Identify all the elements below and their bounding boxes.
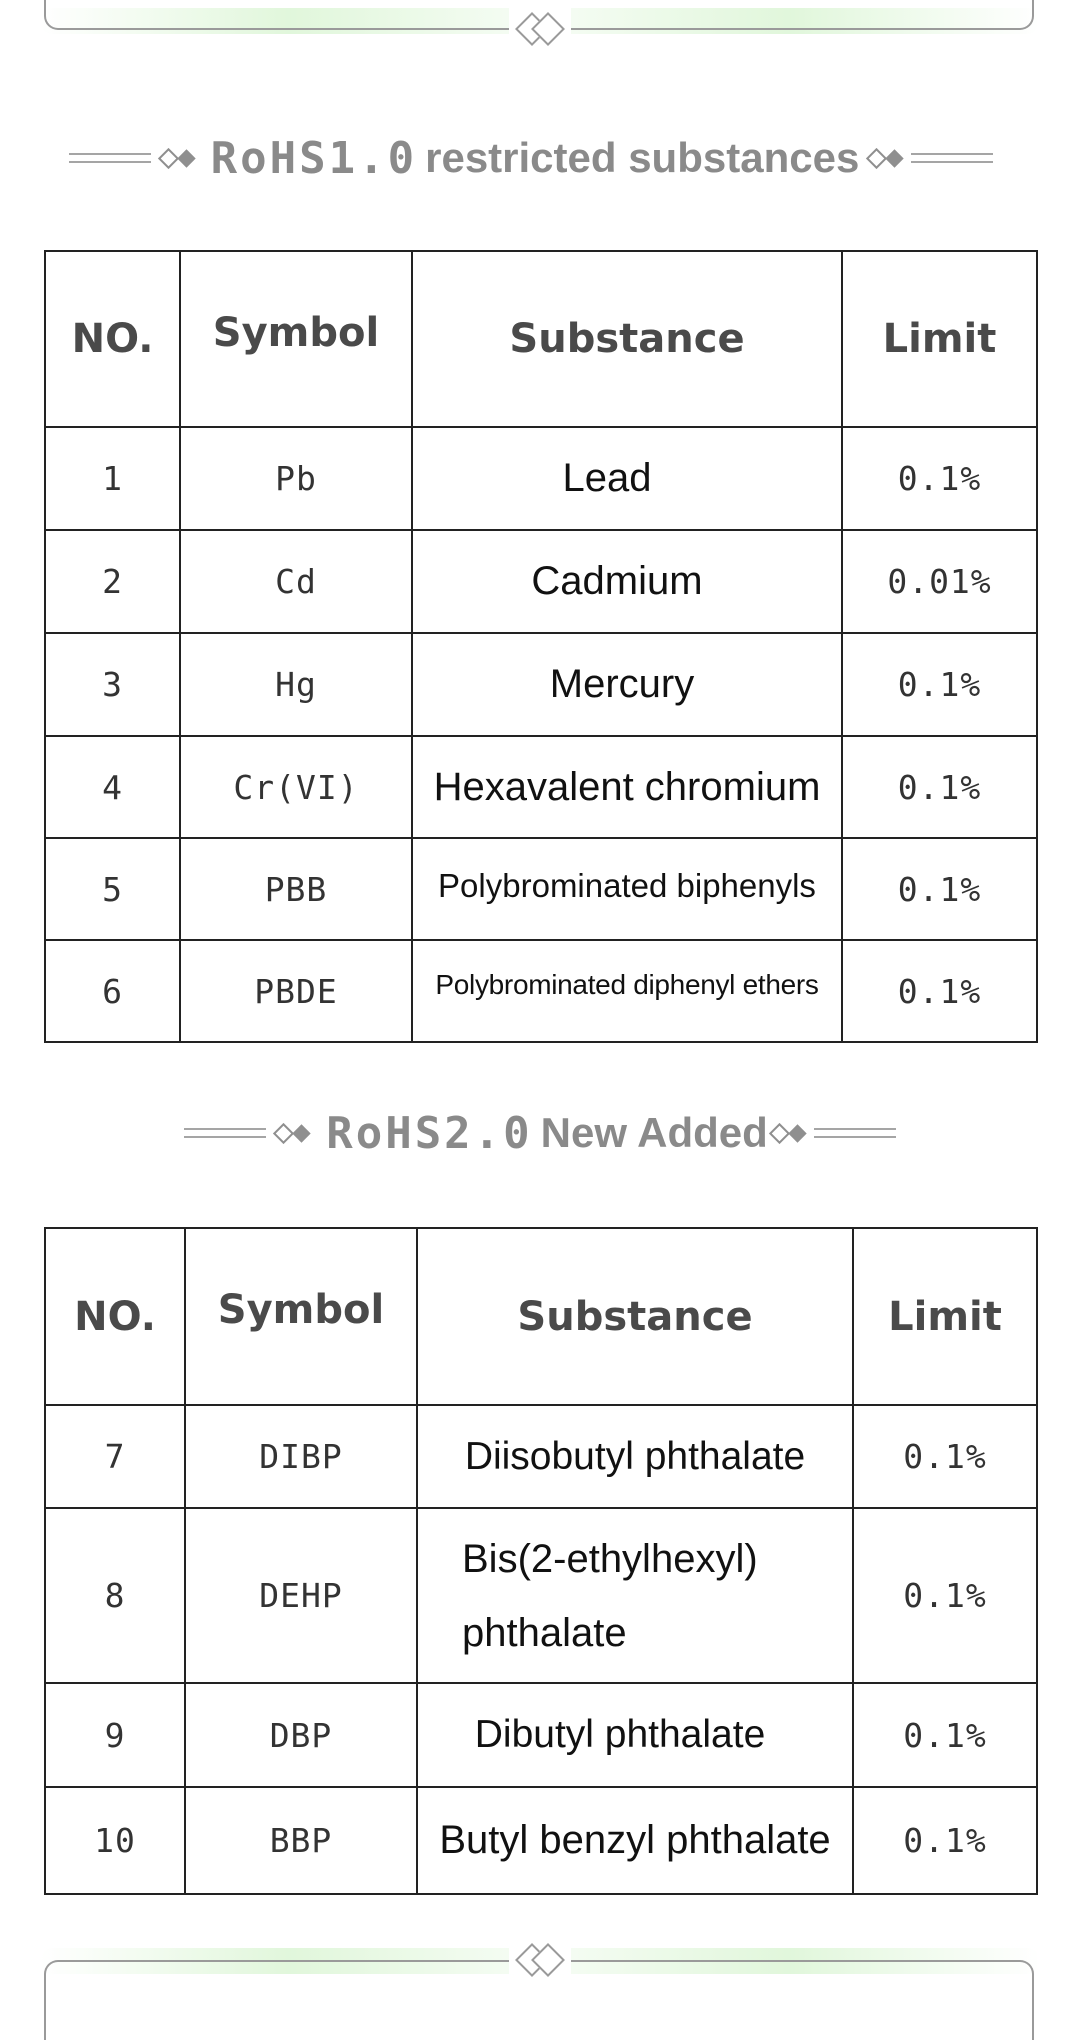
cell-limit: 0.1%: [842, 940, 1037, 1042]
cell-substance: Butyl benzyl phthalate: [417, 1787, 853, 1894]
cell-limit: 0.1%: [853, 1683, 1037, 1787]
diamond-divider-icon: [509, 8, 571, 48]
cell-no: 10: [45, 1787, 185, 1894]
table-row: [45, 1787, 1037, 1894]
table-row: [45, 427, 1037, 530]
cell-no: 1: [45, 427, 180, 530]
cell-no: 5: [45, 838, 180, 940]
cell-symbol: BBP: [185, 1787, 417, 1894]
diamond-ornament-icon: [276, 1126, 308, 1141]
table-row: [45, 1683, 1037, 1787]
cell-symbol: PBDE: [180, 940, 412, 1042]
cell-symbol: Pb: [180, 427, 412, 530]
table-header-row: [45, 1228, 1037, 1405]
cell-symbol: Cd: [180, 530, 412, 633]
cell-limit: 0.1%: [853, 1508, 1037, 1683]
cell-limit: 0.1%: [853, 1787, 1037, 1894]
cell-no: 6: [45, 940, 180, 1042]
heading-prefix: RoHS2.0: [326, 1107, 533, 1159]
cell-symbol: DEHP: [185, 1508, 417, 1683]
table-row: [45, 633, 1037, 736]
cell-no: 8: [45, 1508, 185, 1683]
cell-substance: Lead: [412, 427, 842, 530]
cell-limit: 0.1%: [842, 736, 1037, 838]
cell-no: 3: [45, 633, 180, 736]
cell-substance: Cadmium: [412, 530, 842, 633]
table-row: [45, 736, 1037, 838]
table-row: [45, 1405, 1037, 1508]
cell-no: 7: [45, 1405, 185, 1508]
cell-substance-line: Bis(2-ethylhexyl): [462, 1536, 758, 1581]
cell-symbol: Cr(VI): [180, 736, 412, 838]
heading-title: restricted substances: [425, 134, 860, 181]
cell-limit: 0.1%: [842, 633, 1037, 736]
heading-rule-left: [184, 1128, 266, 1138]
rohs2-table: [44, 1227, 1038, 1895]
cell-substance: Polybrominated biphenyls: [412, 838, 842, 940]
diamond-ornament-icon: [161, 151, 193, 166]
heading-rule-right: [911, 153, 993, 163]
heading-title: New Added: [540, 1109, 768, 1156]
cell-substance: Polybrominated diphenyl ethers: [412, 940, 842, 1042]
header-no: NO.: [45, 1228, 185, 1405]
cell-symbol: Hg: [180, 633, 412, 736]
cell-substance-line: phthalate: [462, 1610, 627, 1655]
cell-limit: 0.1%: [853, 1405, 1037, 1508]
table-row: [45, 838, 1037, 940]
table-row: [45, 1508, 1037, 1683]
cell-symbol: DIBP: [185, 1405, 417, 1508]
table-row: [45, 940, 1037, 1042]
diamond-ornament-icon: [869, 151, 901, 166]
table-row: [45, 530, 1037, 633]
section-heading-rohs2: [0, 1103, 1080, 1163]
header-symbol: Symbol: [180, 251, 412, 427]
diamond-divider-icon: [509, 1939, 571, 1979]
rohs1-table: [44, 250, 1038, 1043]
section-heading-rohs1: [0, 128, 1080, 188]
cell-symbol: DBP: [185, 1683, 417, 1787]
cell-substance: Hexavalent chromium: [412, 736, 842, 838]
header-symbol: Symbol: [185, 1228, 417, 1405]
heading-rule-left: [69, 153, 151, 163]
cell-limit: 0.01%: [842, 530, 1037, 633]
cell-no: 9: [45, 1683, 185, 1787]
heading-rule-right: [814, 1128, 896, 1138]
header-limit: Limit: [853, 1228, 1037, 1405]
cell-substance: Mercury: [412, 633, 842, 736]
header-substance: Substance: [412, 251, 842, 427]
cell-substance: [417, 1508, 853, 1683]
cell-no: 4: [45, 736, 180, 838]
cell-limit: 0.1%: [842, 838, 1037, 940]
diamond-ornament-icon: [772, 1126, 804, 1141]
table-header-row: [45, 251, 1037, 427]
heading-prefix: RoHS1.0: [210, 132, 418, 184]
cell-substance: Diisobutyl phthalate: [417, 1405, 853, 1508]
cell-no: 2: [45, 530, 180, 633]
header-limit: Limit: [842, 251, 1037, 427]
header-substance: Substance: [417, 1228, 853, 1405]
cell-limit: 0.1%: [842, 427, 1037, 530]
cell-symbol: PBB: [180, 838, 412, 940]
cell-substance: Dibutyl phthalate: [417, 1683, 853, 1787]
header-no: NO.: [45, 251, 180, 427]
